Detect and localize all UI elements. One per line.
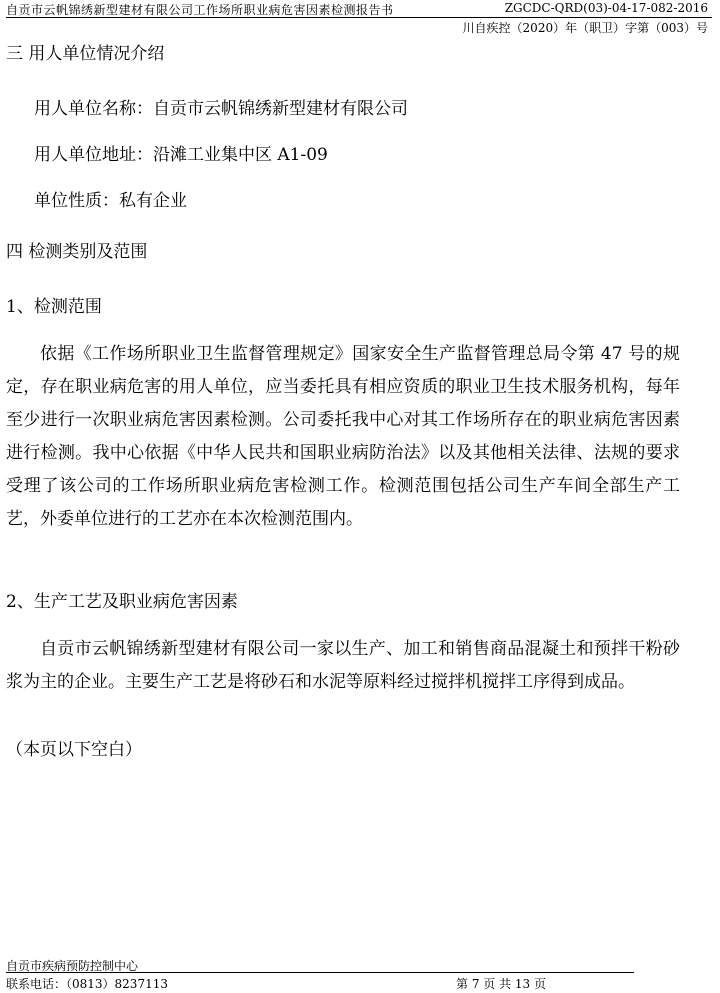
header-divider: [6, 17, 712, 18]
blank-page-note: （本页以下空白）: [6, 740, 142, 760]
employer-name: 用人单位名称：自贡市云帆锦绣新型建材有限公司: [34, 99, 408, 119]
employer-address: 用人单位地址：沿滩工业集中区 A1-09: [34, 145, 328, 165]
section3-heading: 三 用人单位情况介绍: [6, 44, 165, 64]
document-number: 川自疾控（2020）年（职卫）字第（003）号: [462, 21, 708, 35]
detection-scope-heading: 1、检测范围: [6, 297, 102, 317]
footer-organization: 自贡市疾病预防控制中心: [6, 959, 139, 973]
detection-scope-paragraph: 依据《工作场所职业卫生监督管理规定》国家安全生产监督管理总局令第 47 号的规定，存在职业病危害的用人单位，应当委托具有相应资质的职业卫生技术服务机构，每年至少进行一次职业病危害因素检测。公司委托我中心对其工作场所存在的职业病危害因素进行检测。我中心依据《中华人民共和国职业病防治法》以及其他相关法律、法规的要求受理了该公司的工作场所职业病危害检测工作。检测范围包括公司生产车间全部生产工艺，外委单位进行的工艺亦在本次检测范围内。: [6, 344, 680, 529]
page-number: 第 7 页 共 13 页: [456, 977, 546, 991]
process-hazards-heading: 2、生产工艺及职业病危害因素: [6, 592, 238, 612]
report-code: ZGCDC-QRD(03)-04-17-082-2016: [504, 1, 708, 15]
process-hazards-paragraph: 自贡市云帆锦绣新型建材有限公司一家以生产、加工和销售商品混凝土和预拌干粉砂浆为主的企业。主要生产工艺是将砂石和水泥等原料经过搅拌机搅拌工序得到成品。: [6, 639, 680, 692]
section4-heading: 四 检测类别及范围: [6, 242, 148, 262]
footer-phone: 联系电话：（0813）8237113: [6, 977, 168, 991]
header-title: 自贡市云帆锦绣新型建材有限公司工作场所职业病危害因素检测报告书: [6, 3, 394, 17]
employer-nature: 单位性质：私有企业: [34, 191, 187, 211]
footer-divider: [6, 972, 634, 973]
